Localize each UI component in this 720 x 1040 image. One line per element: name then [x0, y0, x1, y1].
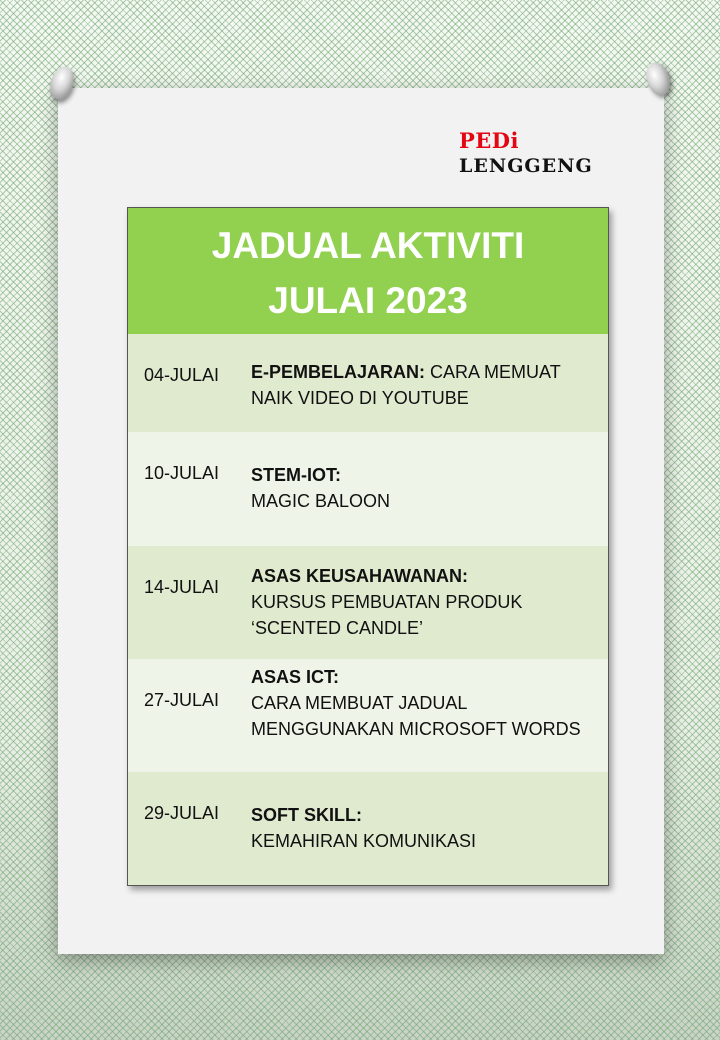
row-detail: KURSUS PEMBUATAN PRODUK ‘SCENTED CANDLE’	[251, 592, 523, 638]
schedule-row	[128, 334, 608, 432]
row-detail: KEMAHIRAN KOMUNIKASI	[251, 831, 477, 851]
row-category: E-PEMBELAJARAN:	[251, 362, 426, 382]
brand-location: LENGGENG	[459, 155, 593, 177]
row-category: ASAS ICT:	[251, 667, 340, 687]
row-date: 04-JULAI	[144, 365, 220, 385]
brand-logo	[459, 128, 593, 177]
row-detail: CARA MEMUAT NAIK VIDEO DI YOUTUBE	[251, 362, 561, 408]
schedule-title-line1: JADUAL AKTIVITI	[211, 225, 525, 266]
schedule-title	[128, 208, 608, 334]
row-description	[251, 664, 598, 742]
row-description	[251, 359, 598, 411]
row-date: 27-JULAI	[144, 690, 220, 710]
schedule-row	[128, 432, 608, 546]
row-date: 29-JULAI	[144, 803, 220, 823]
row-category: SOFT SKILL:	[251, 805, 362, 825]
schedule-row	[128, 659, 608, 772]
schedule-row	[128, 772, 608, 885]
brand-name: PEDi	[459, 128, 519, 153]
row-description	[251, 802, 598, 854]
activity-schedule-table	[127, 207, 609, 886]
row-detail: CARA MEMBUAT JADUAL MENGGUNAKAN MICROSOFT WORDS	[251, 693, 581, 739]
row-date: 14-JULAI	[144, 577, 220, 597]
row-category: STEM-IOT:	[251, 465, 341, 485]
row-date: 10-JULAI	[144, 463, 220, 483]
schedule-row	[128, 546, 608, 659]
row-description	[251, 563, 598, 641]
schedule-title-line2: JULAI 2023	[268, 280, 468, 321]
row-description	[251, 462, 598, 514]
row-detail: MAGIC BALOON	[251, 491, 391, 511]
row-category: ASAS KEUSAHAWANAN:	[251, 566, 469, 586]
